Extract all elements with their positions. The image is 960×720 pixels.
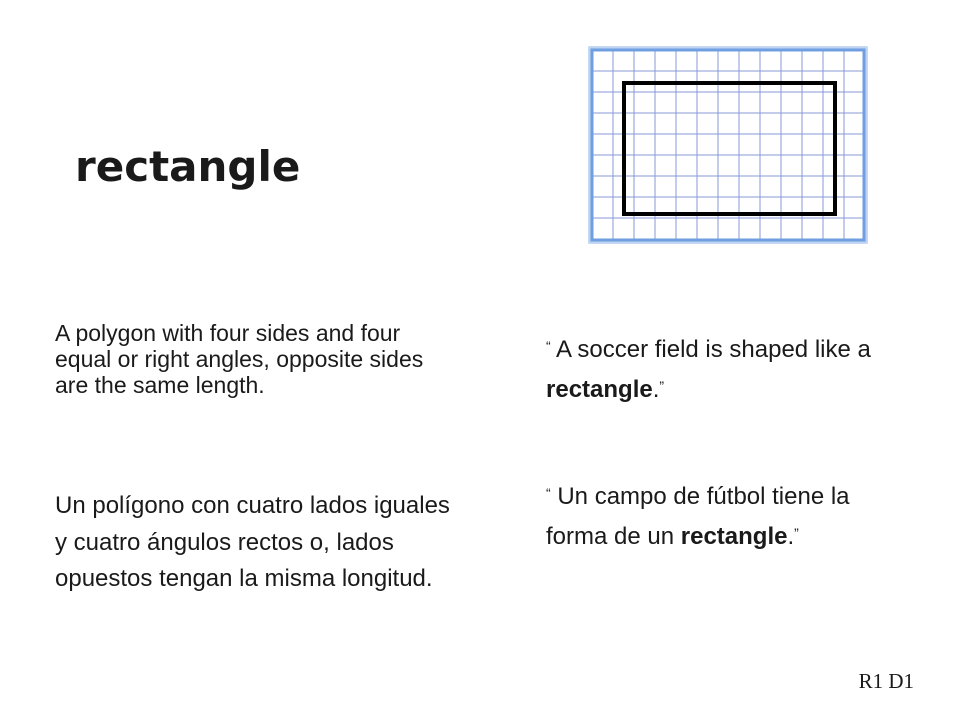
close-quote: ” <box>794 525 799 541</box>
example-end: . <box>652 376 660 403</box>
definition-english: A polygon with four sides and four equal or right angles, opposite sides are the same length. <box>55 320 424 398</box>
example-text: Un campo de fútbol tiene la forma de un <box>546 483 850 550</box>
slide-code: R1 D1 <box>858 669 914 693</box>
open-quote: “ <box>546 485 551 501</box>
example-term: rectangle <box>546 376 653 403</box>
rectangle-grid-illustration <box>588 46 868 244</box>
example-end: . <box>787 523 795 550</box>
example-sentence-spanish <box>546 475 906 555</box>
open-quote: “ <box>546 338 551 354</box>
example-term: rectangle <box>680 523 788 550</box>
close-quote: ” <box>659 378 665 394</box>
page-title: rectangle <box>75 142 301 191</box>
definition-spanish: Un polígono con cuatro lados iguales y cuatro ángulos rectos o, lados opuestos tengan la misma longitud. <box>55 492 450 592</box>
example-text: A soccer field is shaped like a <box>556 336 871 363</box>
example-sentence-english <box>546 328 906 408</box>
